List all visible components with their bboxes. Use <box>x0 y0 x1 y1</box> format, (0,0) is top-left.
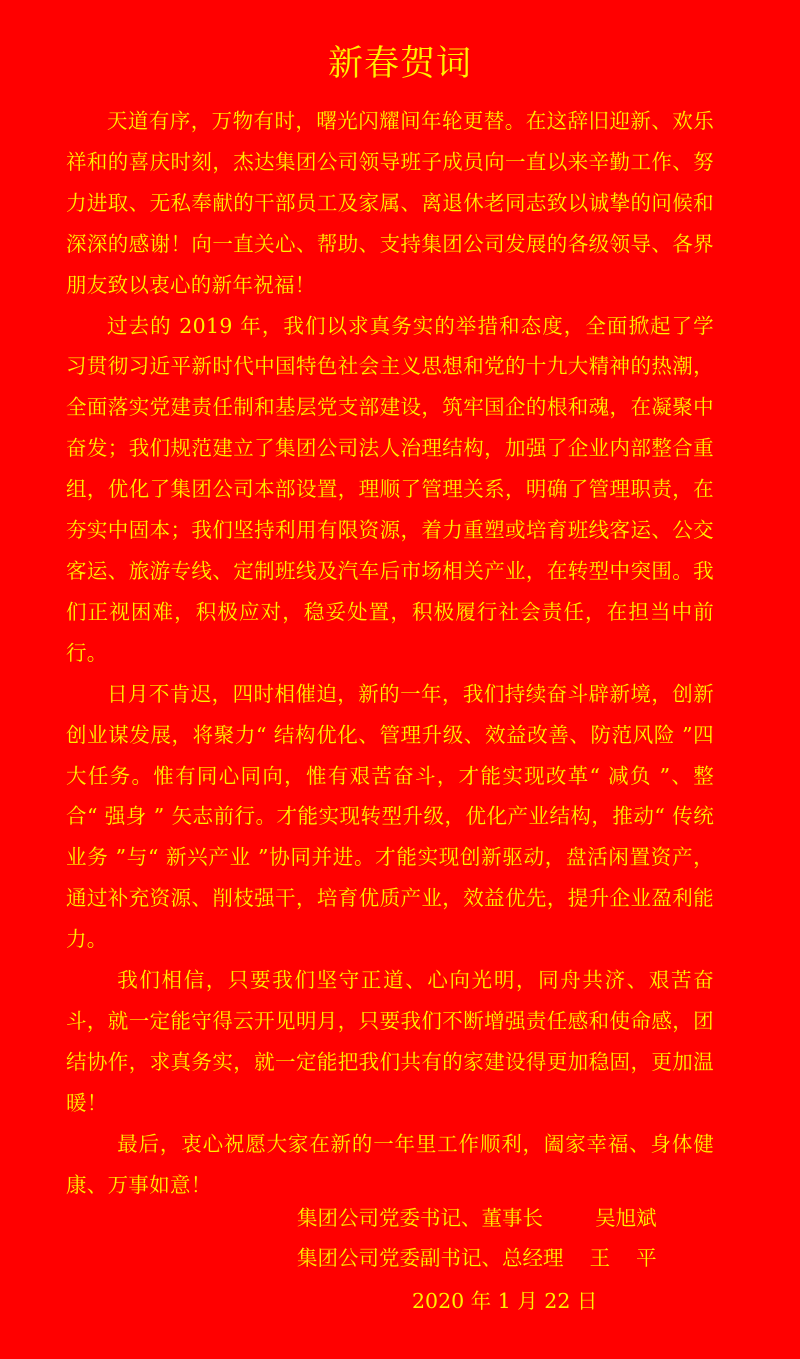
signature-date: 2020 年 1 月 22 日 <box>412 1289 598 1313</box>
letter-body <box>66 101 714 1205</box>
paragraph-4: 我们相信，只要我们坚守正道、心向光明，同舟共济、艰苦奋斗，就一定能守得云开见明月，只要我们不断增强责任感和使命感，团结协作，求真务实，就一定能把我们共有的家建设得更加稳固，更加温暖！ <box>66 968 714 1115</box>
paragraph-3: 日月不肯迟，四时相催迫，新的一年，我们持续奋斗辟新境，创新创业谋发展，将聚力“ 结构优化、管理升级、效益改善、防范风险 ”四大任务。惟有同心同向，惟有艰苦奋斗，才能实现改革“ 减负 ”、整合“ 强身 ” 矢志前行。才能实现转型升级，优化产业结构，推动“ 传统业务 ”与“ 新兴产业 ”协同并进。才能实现创新驱动，盘活闲置资产，通过补充资源、削枝强干，培育优质产业，效益优先，提升企业盈利能力。 <box>66 681 714 952</box>
paragraph-5: 最后，衷心祝愿大家在新的一年里工作顺利，阖家幸福、身体健康、万事如意！ <box>66 1131 714 1197</box>
signature-chairman: 集团公司党委书记、董事长 吴旭斌 <box>297 1206 657 1230</box>
page-title: 新春贺词 <box>327 44 472 84</box>
signature-general-manager: 集团公司党委副书记、总经理 王 平 <box>297 1246 657 1270</box>
paragraph-1: 天道有序，万物有时，曙光闪耀间年轮更替。在这辞旧迎新、欢乐祥和的喜庆时刻，杰达集团公司领导班子成员向一直以来辛勤工作、努力进取、无私奉献的干部员工及家属、离退休老同志致以诚挚的问候和深深的感谢！向一直关心、帮助、支持集团公司发展的各级领导、各界朋友致以衷心的新年祝福！ <box>66 109 714 297</box>
paragraph-2: 过去的 2019 年，我们以求真务实的举措和态度，全面掀起了学习贯彻习近平新时代中国特色社会主义思想和党的十九大精神的热潮，全面落实党建责任制和基层党支部建设，筑牢国企的根和魂，在凝聚中奋发；我们规范建立了集团公司法人治理结构，加强了企业内部整合重组，优化了集团公司本部设置，理顺了管理关系，明确了管理职责，在夯实中固本；我们坚持利用有限资源，着力重塑或培育班线客运、公交客运、旅游专线、定制班线及汽车后市场相关产业，在转型中突围。我们正视困难，积极应对，稳妥处置，积极履行社会责任，在担当中前行。 <box>66 313 714 665</box>
